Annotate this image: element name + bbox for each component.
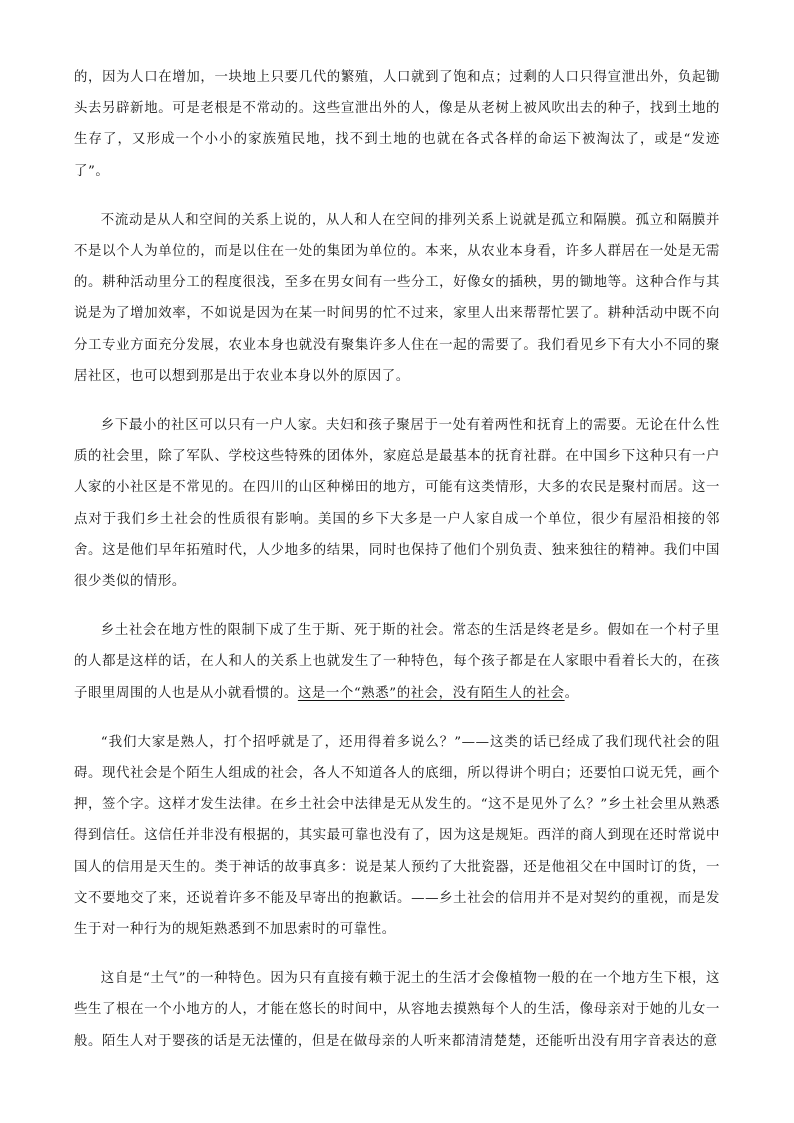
paragraph-text: “我们大家是熟人，打个招呼就是了，还用得着多说么？”——这类的话已经成了我们现代社会的阻碍。现代社会是个陌生人组成的社会，各人不知道各人的底细，所以得讲个明白；还要怕口说无凭，画个押，签个字。这样才发生法律。在乡土社会中法律是无从发生的。“这不是见外了么？”乡土社会里从熟悉得到信任。这信任并非没有根据的，其实最可靠也没有了，因为这是规矩。西洋的商人到现在还时常说中国人的信用是天生的。类于神话的故事真多：说是某人预约了大批瓷器，还是他祖父在中国时订的货，一文不要地交了来，还说着许多不能及早寄出的抱歉话。——乡土社会的信用并不是对契约的重视，而是发生于对一种行为的规矩熟悉到不加思索时的可靠性。 bbox=[74, 734, 720, 938]
paragraph-6 bbox=[74, 963, 720, 1057]
paragraph-text: 乡下最小的社区可以只有一户人家。夫妇和孩子聚居于一处有着两性和抚育上的需要。无论在什么性质的社会里，除了军队、学校这些特殊的团体外，家庭总是最基本的抚育社群。在中国乡下这种只有一户人家的小社区是不常见的。在四川的山区种梯田的地方，可能有这类情形，大多的农民是聚村而居。这一点对于我们乡土社会的性质很有影响。美国的乡下大多是一户人家自成一个单位，很少有屋沿相接的邻舍。这是他们早年拓殖时代，人少地多的结果，同时也保持了他们个别负责、独来独往的精神。我们中国很少类似的情形。 bbox=[74, 418, 720, 590]
paragraph-text: 乡土社会在地方性的限制下成了生于斯、死于斯的社会。常态的生活是终老是乡。假如在一个村子里的人都是这样的话，在人和人的关系上也就发生了一种特色，每个孩子都是在人家眼中看着长大的，在孩子眼里周围的人也是从小就看惯的。 bbox=[74, 623, 720, 701]
paragraph-text: 不流动是从人和空间的关系上说的，从人和人在空间的排列关系上说就是孤立和隔膜。孤立和隔膜并不是以个人为单位的，而是以住在一处的集团为单位的。本来，从农业本身看，许多人群居在一处是无需的。耕种活动里分工的程度很浅，至多在男女间有一些分工，好像女的插秧，男的锄地等。这种合作与其说是为了增加效率，不如说是因为在某一时间男的忙不过来，家里人出来帮帮忙罢了。耕种活动中既不向分工专业方面充分发展，农业本身也就没有聚集许多人住在一起的需要了。我们看见乡下有大小不同的聚居社区，也可以想到那是出于农业本身以外的原因了。 bbox=[74, 212, 720, 384]
paragraph-text: 这自是“土气”的一种特色。因为只有直接有赖于泥土的生活才会像植物一般的在一个地方生下根，这些生了根在一个小地方的人，才能在悠长的时间中，从容地去摸熟每个人的生活，像母亲对于她的儿女一般。陌生人对于婴孩的话是无法懂的，但是在做母亲的人听来都清清楚楚，还能听出没有用字音表达的意 bbox=[74, 971, 720, 1049]
paragraph-2 bbox=[74, 205, 720, 392]
underlined-sentence: 这是一个“熟悉”的社会，没有陌生人的社会 bbox=[297, 685, 565, 701]
document-page bbox=[74, 62, 720, 1075]
paragraph-period: 。 bbox=[564, 685, 579, 701]
paragraph-4 bbox=[74, 615, 720, 709]
paragraph-text: 的，因为人口在增加，一块地上只要几代的繁殖，人口就到了饱和点；过剩的人口只得宣泄出外，负起锄头去另辟新地。可是老根是不常动的。这些宣泄出外的人，像是从老树上被风吹出去的种子，找到土地的生存了，又形成一个小小的家族殖民地，找不到土地的也就在各式各样的命运下被淘汰了，或是“发迹了”。 bbox=[74, 70, 720, 179]
paragraph-5 bbox=[74, 727, 720, 945]
paragraph-1 bbox=[74, 62, 720, 187]
paragraph-3 bbox=[74, 410, 720, 597]
